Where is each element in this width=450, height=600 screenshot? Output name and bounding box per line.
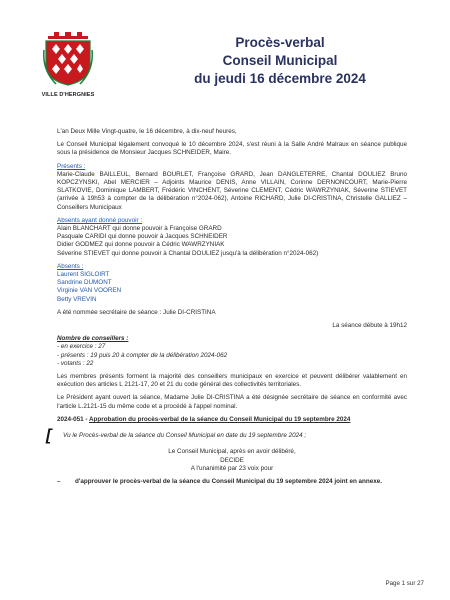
coat-of-arms-icon [42, 30, 94, 86]
agenda-number: 2024-051 [57, 415, 84, 423]
conseillers-heading: Nombre de conseillers : [57, 335, 129, 343]
conseillers-item: - en exercice : 27 [57, 343, 106, 351]
absents-pouvoir-heading: Absents ayant donné pouvoir : [57, 216, 143, 224]
conseillers-item: - votants : 22 [57, 359, 94, 367]
absent-pouvoir-item: Didier GODMEZ qui donne pouvoir à Cédric WAWRZYNIAK [57, 241, 225, 249]
title-line-1: Procès-verbal [235, 35, 325, 50]
deliberation-vote: A l'unanimité par 23 voix pour [190, 464, 274, 472]
title-line-2: Conseil Municipal [222, 53, 338, 68]
president-paragraph: Le Président ayant ouvert la séance, Madame Julie DI-CRISTINA a été désignée secrétaire de séance en conformité avec l'article L.2121-15 du même code et a procédé à l'appel nominal. [57, 394, 407, 410]
absents-heading: Absents : [57, 262, 84, 270]
agenda-title: Approbation du procès-verbal de la séance du Conseil Municipal du 19 septembre 2024 [89, 415, 351, 423]
absent-pouvoir-item: Séverine STIEVET qui donne pouvoir à Chantal DOULIEZ jusqu'à la délibération n°2024-062) [57, 249, 319, 257]
seance-start: La séance débute à 19h12 [332, 322, 407, 330]
absent-pouvoir-item: Pasquale CARIDI qui donne pouvoir à Jacques SCHNEIDER [57, 233, 228, 241]
presents-heading: Présents : [57, 162, 86, 170]
absent-pouvoir-item: Alain BLANCHART qui donne pouvoir à Françoise GRARD [57, 225, 222, 233]
absent-item: Betty VREVIN [57, 295, 97, 303]
title-line-3: du jeudi 16 décembre 2024 [194, 71, 366, 86]
town-logo [38, 30, 98, 98]
page-number: Page 1 sur 27 [385, 580, 424, 587]
bracket-mark: [ [46, 427, 52, 445]
document-body [46, 128, 407, 486]
document-title [150, 34, 410, 88]
convocation-paragraph: Le Conseil Municipal légalement convoqué le 10 décembre 2024, s'est réuni à la Salle André Malraux en séance publique sous la présidence de Monsieur Jacques SCHNEIDER, Maire. [57, 141, 407, 157]
agenda-item-title: 2024-051 - Approbation du procès-verbal de la séance du Conseil Municipal du 19 septembre 2024 [57, 415, 351, 423]
majorite-paragraph: Les membres présents forment la majorité des conseillers municipaux en exercice et peuvent délibérer valablement en exécution des articles L 2121-17, 20 et 21 du code général des collectivités territoriales. [57, 373, 407, 389]
decision-text: d'approuver le procès-verbal de la séance du Conseil Municipal du 19 septembre 2024 joint en annexe. [75, 477, 382, 485]
secretaire-line: A été nommée secrétaire de séance : Julie DI-CRISTINA [57, 308, 216, 316]
deliberation-decide: DECIDE [220, 456, 244, 464]
decision-item [57, 478, 407, 486]
date-line: L'an Deux Mille Vingt-quatre, le 16 décembre, à dix-neuf heures, [57, 128, 237, 135]
absent-item: Sandrine DUMONT [57, 279, 112, 287]
dash-bullet: – [57, 477, 61, 485]
vu-line [46, 427, 407, 445]
vu-text: Vu le Procès-verbal de la séance du Conseil Municipal en date du 19 septembre 2024 ; [63, 432, 307, 440]
absent-item: Laurent SIGLOIRT [57, 271, 110, 279]
deliberation-line-1: Le Conseil Municipal, après en avoir délibéré, [168, 448, 296, 456]
conseillers-item: - présents : 19 puis 20 à compter de la délibération 2024-062 [57, 351, 228, 359]
presents-list: Marie-Claude BAILLEUL, Bernard BOURLET, Françoise GRARD, Jean DANGLETERRE, Chantal DOULIEZ Bruno KOPCZYNSKI, Abel MERCIER – Adjoints Maurice DENIS, Anne VILLAIN, Corinne DERNONCOURT, Marie-Pierre SLATKOVIE, Dominique LAMBERT, Frédéric VINCHENT, Séverine CLEMENT, Cédric WAWRZYNIAK, Séverine STIEVET (arrivée à 19h53 à compter de la délibération n°2024-062), Antoine RICHARD, Julie DI-CRISTINA, Christelle GALLIEZ – Conseillers Municipaux [57, 170, 407, 211]
town-name: VILLE D'HERGNIES [41, 92, 95, 98]
absent-item: Virginie VAN VOOREN [57, 287, 122, 295]
